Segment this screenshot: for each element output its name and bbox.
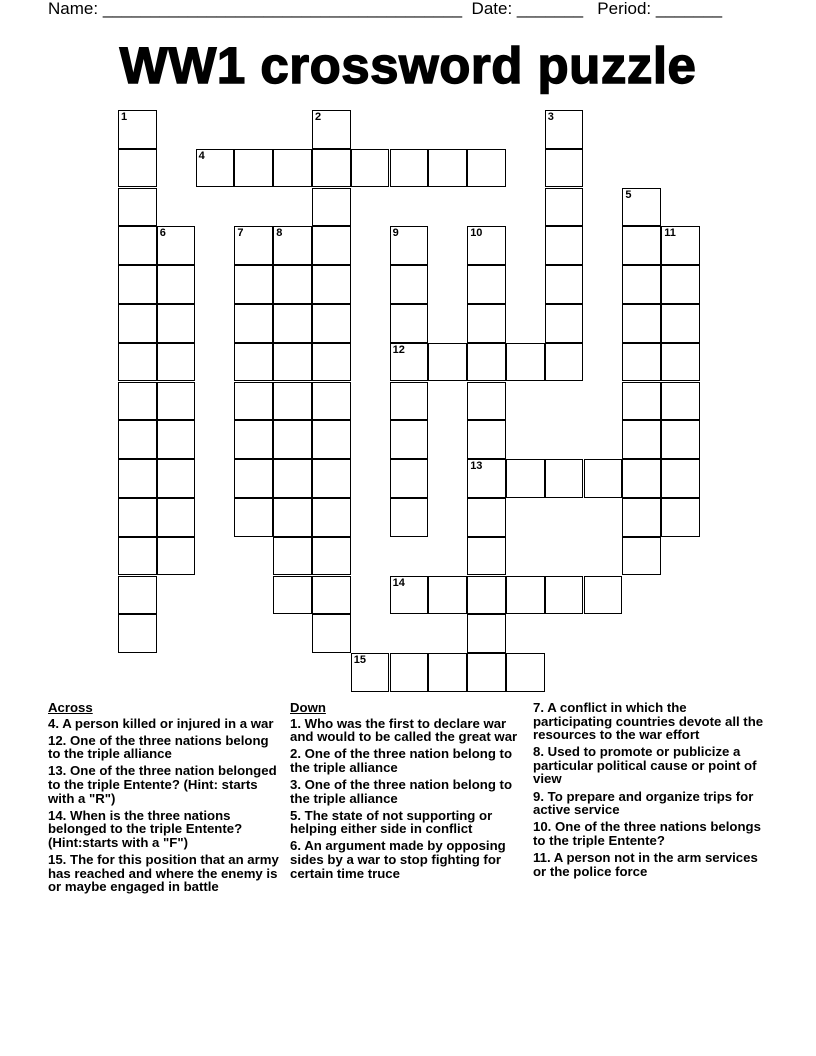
grid-cell[interactable] bbox=[545, 226, 584, 265]
name-field[interactable]: ______________________________________ bbox=[102, 0, 463, 18]
grid-cell[interactable] bbox=[467, 265, 506, 304]
grid-cell[interactable] bbox=[118, 420, 157, 459]
grid-cell[interactable] bbox=[273, 304, 312, 343]
grid-cell[interactable] bbox=[467, 498, 506, 537]
grid-cell[interactable] bbox=[312, 149, 351, 188]
grid-cell[interactable] bbox=[622, 459, 661, 498]
grid-cell[interactable] bbox=[234, 420, 273, 459]
grid-cell[interactable] bbox=[273, 498, 312, 537]
grid-cell[interactable] bbox=[157, 265, 196, 304]
clue-number: 5 bbox=[625, 188, 632, 201]
down-clues-column-1 bbox=[290, 701, 518, 884]
grid-cell[interactable] bbox=[661, 498, 700, 537]
date-field[interactable]: _______ bbox=[516, 0, 584, 18]
grid-cell[interactable] bbox=[234, 498, 273, 537]
grid-cell[interactable] bbox=[622, 537, 661, 576]
grid-cell[interactable] bbox=[196, 149, 235, 188]
page-title: WW1 crossword puzzle bbox=[119, 37, 697, 94]
grid-cell[interactable] bbox=[661, 304, 700, 343]
grid-cell[interactable] bbox=[157, 459, 196, 498]
clue-number: 9 bbox=[392, 227, 399, 240]
grid-cell[interactable] bbox=[622, 304, 661, 343]
clue-number: 14 bbox=[392, 576, 405, 589]
grid-cell[interactable] bbox=[506, 653, 545, 692]
grid-cell[interactable] bbox=[467, 653, 506, 692]
down-clues-column-2 bbox=[533, 701, 769, 882]
clue-number: 7 bbox=[237, 227, 244, 240]
grid-cell[interactable] bbox=[234, 149, 273, 188]
clue-number: 4 bbox=[198, 149, 205, 162]
grid-cell[interactable] bbox=[467, 420, 506, 459]
clue-down-10: 10. One of the three nations belongs to the triple Entente? bbox=[533, 819, 761, 848]
grid-cell[interactable] bbox=[312, 265, 351, 304]
grid-cell[interactable] bbox=[312, 498, 351, 537]
grid-cell[interactable] bbox=[273, 343, 312, 382]
period-label: Period: bbox=[597, 0, 652, 18]
grid-cell[interactable] bbox=[157, 382, 196, 421]
clue-down-2: 2. One of the three nation belong to the triple alliance bbox=[290, 746, 513, 775]
grid-cell[interactable] bbox=[118, 498, 157, 537]
grid-cell[interactable] bbox=[118, 226, 157, 265]
clue-number: 8 bbox=[276, 227, 283, 240]
grid-cell[interactable] bbox=[312, 343, 351, 382]
grid-cell[interactable] bbox=[312, 188, 351, 227]
clue-down-3: 3. One of the three nation belong to the triple alliance bbox=[290, 776, 513, 806]
grid-cell[interactable] bbox=[506, 459, 545, 498]
grid-cell[interactable] bbox=[157, 537, 196, 576]
date-label: Date: bbox=[471, 0, 513, 18]
clue-down-8: 8. Used to promote or publicize a particular political cause or point of view bbox=[533, 744, 757, 787]
grid-cell[interactable] bbox=[506, 576, 545, 615]
clue-down-1: 1. Who was the first to declare war and would to be called the great war bbox=[290, 715, 518, 745]
clue-number: 3 bbox=[547, 111, 554, 123]
grid-cell[interactable] bbox=[118, 343, 157, 382]
grid-cell[interactable] bbox=[390, 420, 429, 459]
grid-cell[interactable] bbox=[390, 226, 429, 265]
grid-cell[interactable] bbox=[351, 149, 390, 188]
grid-cell[interactable] bbox=[312, 459, 351, 498]
grid-cell[interactable] bbox=[390, 459, 429, 498]
grid-cell[interactable] bbox=[545, 188, 584, 227]
across-heading: Across bbox=[48, 700, 93, 715]
down-heading: Down bbox=[290, 700, 326, 715]
grid-cell[interactable] bbox=[545, 265, 584, 304]
clue-number: 12 bbox=[392, 343, 405, 356]
grid-cell[interactable] bbox=[622, 226, 661, 265]
grid-cell[interactable] bbox=[622, 343, 661, 382]
clue-down-6: 6. An argument made by opposing sides by a war to stop fighting for certain time truce bbox=[290, 838, 506, 881]
grid-cell[interactable] bbox=[234, 382, 273, 421]
clue-across-12: 12. One of the three nations belong to the triple alliance bbox=[48, 732, 269, 762]
across-clues bbox=[48, 701, 280, 897]
student-info-line bbox=[48, 0, 768, 20]
grid-cell[interactable] bbox=[661, 343, 700, 382]
grid-cell[interactable] bbox=[273, 382, 312, 421]
grid-cell[interactable] bbox=[622, 420, 661, 459]
grid-cell[interactable] bbox=[545, 343, 584, 382]
grid-cell[interactable] bbox=[351, 653, 390, 692]
grid-cell[interactable] bbox=[467, 149, 506, 188]
period-field[interactable]: _______ bbox=[655, 0, 723, 18]
grid-cell[interactable] bbox=[467, 459, 506, 498]
grid-cell[interactable] bbox=[390, 576, 429, 615]
grid-cell[interactable] bbox=[118, 459, 157, 498]
grid-cell[interactable] bbox=[428, 343, 467, 382]
grid-cell[interactable] bbox=[118, 110, 157, 149]
grid-cell[interactable] bbox=[467, 576, 506, 615]
grid-cell[interactable] bbox=[545, 459, 584, 498]
grid-cell[interactable] bbox=[118, 382, 157, 421]
name-label: Name: bbox=[48, 0, 99, 18]
grid-cell[interactable] bbox=[545, 304, 584, 343]
grid-cell[interactable] bbox=[312, 420, 351, 459]
grid-cell[interactable] bbox=[312, 304, 351, 343]
grid-cell[interactable] bbox=[622, 265, 661, 304]
grid-cell[interactable] bbox=[118, 614, 157, 653]
grid-cell[interactable] bbox=[467, 343, 506, 382]
grid-cell[interactable] bbox=[312, 614, 351, 653]
clue-down-11: 11. A person not in the arm services or the police force bbox=[533, 849, 758, 879]
grid-cell[interactable] bbox=[118, 576, 157, 615]
grid-cell[interactable] bbox=[428, 576, 467, 615]
grid-cell[interactable] bbox=[467, 304, 506, 343]
clue-down-5: 5. The state of not supporting or helping either side in conflict bbox=[290, 807, 493, 837]
grid-cell[interactable] bbox=[118, 537, 157, 576]
grid-cell[interactable] bbox=[118, 265, 157, 304]
clue-across-4: 4. A person killed or injured in a war bbox=[48, 715, 274, 731]
crossword-grid bbox=[0, 110, 816, 694]
clue-across-14: 14. When is the three nations belonged to the triple Entente? (Hint:starts with a "F") bbox=[48, 807, 243, 850]
clue-number: 13 bbox=[470, 460, 483, 473]
grid-cell[interactable] bbox=[506, 343, 545, 382]
grid-cell[interactable] bbox=[545, 149, 584, 188]
grid-cell[interactable] bbox=[118, 304, 157, 343]
clue-down-7: 7. A conflict in which the participating countries devote all the resources to the war effort bbox=[533, 700, 764, 743]
grid-cell[interactable] bbox=[390, 498, 429, 537]
grid-cell[interactable] bbox=[273, 226, 312, 265]
grid-cell[interactable] bbox=[467, 382, 506, 421]
clue-number: 6 bbox=[159, 227, 166, 240]
grid-cell[interactable] bbox=[390, 149, 429, 188]
grid-cell[interactable] bbox=[545, 576, 584, 615]
grid-cell[interactable] bbox=[273, 149, 312, 188]
grid-cell[interactable] bbox=[273, 420, 312, 459]
grid-cell[interactable] bbox=[157, 498, 196, 537]
clue-number: 10 bbox=[470, 227, 483, 240]
grid-cell[interactable] bbox=[661, 459, 700, 498]
grid-cell[interactable] bbox=[273, 576, 312, 615]
grid-cell[interactable] bbox=[467, 614, 506, 653]
grid-cell[interactable] bbox=[273, 537, 312, 576]
grid-cell[interactable] bbox=[312, 382, 351, 421]
grid-cell[interactable] bbox=[622, 188, 661, 227]
grid-cell[interactable] bbox=[584, 459, 623, 498]
grid-cell[interactable] bbox=[157, 226, 196, 265]
grid-cell[interactable] bbox=[234, 226, 273, 265]
clue-number: 2 bbox=[315, 111, 322, 123]
clue-number: 15 bbox=[353, 654, 367, 667]
grid-cell[interactable] bbox=[234, 459, 273, 498]
clue-across-13: 13. One of the three nation belonged to the triple Entente? (Hint: starts with a "R") bbox=[48, 763, 277, 806]
grid-cell[interactable] bbox=[390, 304, 429, 343]
grid-cell[interactable] bbox=[428, 149, 467, 188]
grid-cell[interactable] bbox=[312, 576, 351, 615]
grid-cell[interactable] bbox=[661, 420, 700, 459]
grid-cell[interactable] bbox=[428, 653, 467, 692]
clue-number: 11 bbox=[664, 227, 676, 240]
grid-cell[interactable] bbox=[157, 420, 196, 459]
grid-cell[interactable] bbox=[390, 382, 429, 421]
grid-cell[interactable] bbox=[118, 149, 157, 188]
grid-cell[interactable] bbox=[545, 110, 584, 149]
grid-cell[interactable] bbox=[273, 459, 312, 498]
grid-cell[interactable] bbox=[273, 265, 312, 304]
clue-down-9: 9. To prepare and organize trips for active service bbox=[533, 788, 754, 818]
grid-cell[interactable] bbox=[234, 265, 273, 304]
grid-cell[interactable] bbox=[312, 226, 351, 265]
clue-across-15: 15. The for this position that an army has reached and where the enemy is or maybe engaged in battle bbox=[48, 851, 279, 895]
grid-cell[interactable] bbox=[467, 226, 506, 265]
grid-cell[interactable] bbox=[157, 304, 196, 343]
grid-cell[interactable] bbox=[661, 226, 700, 265]
grid-cell[interactable] bbox=[157, 343, 196, 382]
grid-cell[interactable] bbox=[661, 382, 700, 421]
grid-cell[interactable] bbox=[390, 343, 429, 382]
grid-cell[interactable] bbox=[390, 265, 429, 304]
grid-cell[interactable] bbox=[622, 498, 661, 537]
grid-cell[interactable] bbox=[234, 304, 273, 343]
grid-cell[interactable] bbox=[622, 382, 661, 421]
grid-cell[interactable] bbox=[584, 576, 623, 615]
grid-cell[interactable] bbox=[390, 653, 429, 692]
clue-number: 1 bbox=[121, 111, 128, 123]
grid-cell[interactable] bbox=[661, 265, 700, 304]
grid-cell[interactable] bbox=[312, 110, 351, 149]
grid-cell[interactable] bbox=[118, 188, 157, 227]
grid-cell[interactable] bbox=[312, 537, 351, 576]
grid-cell[interactable] bbox=[467, 537, 506, 576]
grid-cell[interactable] bbox=[234, 343, 273, 382]
